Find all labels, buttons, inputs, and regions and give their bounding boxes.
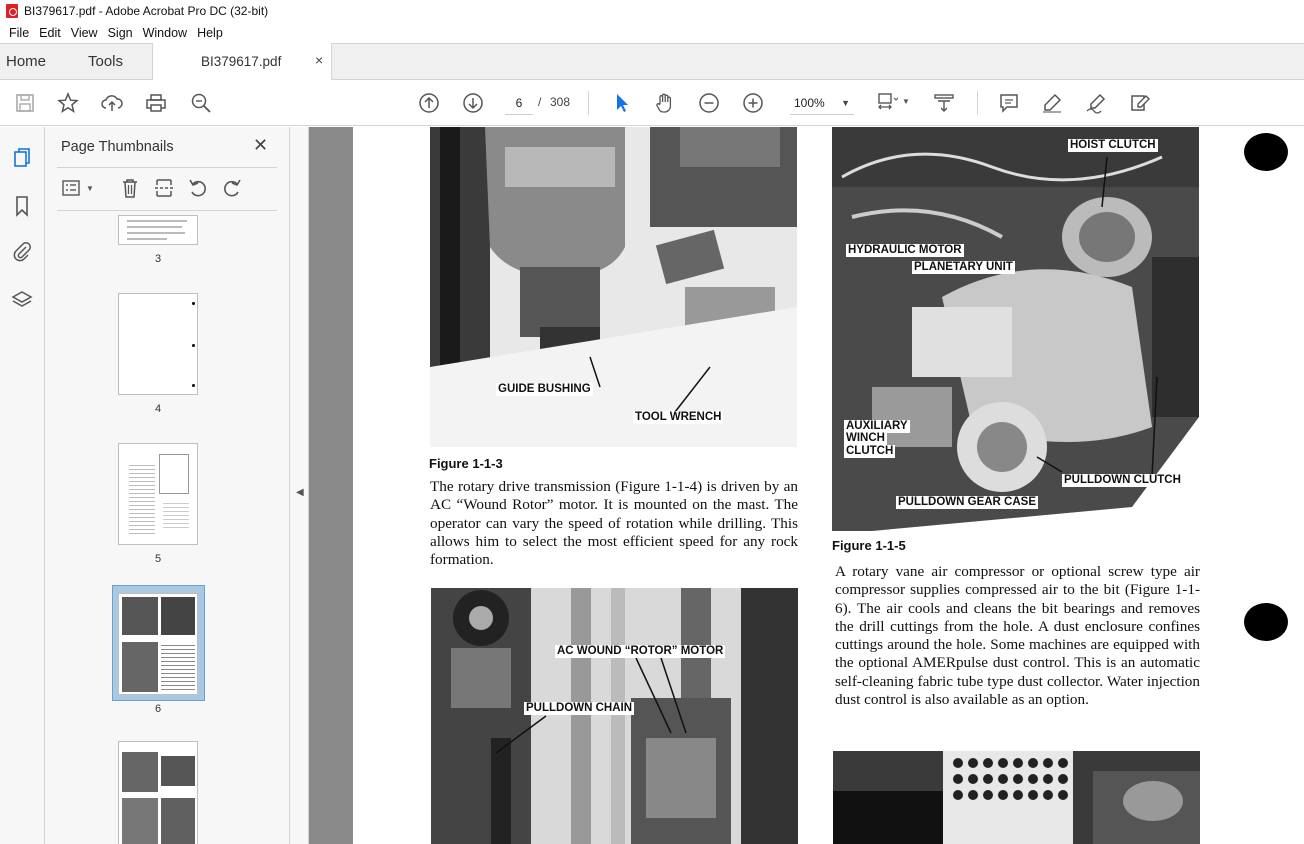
thumbnail-options-icon[interactable] [61,177,85,201]
figure-1-1-3-photo [430,127,797,447]
current-page-input[interactable]: 6 [505,91,533,115]
chevron-down-icon[interactable]: ▼ [902,97,910,106]
thumbnail-page-3[interactable] [118,215,198,245]
bookmark-star-icon[interactable] [56,91,80,115]
figure-label: AC WOUND “ROTOR” MOTOR [557,645,724,657]
comment-icon[interactable] [997,91,1021,115]
page-thumbnails-panel [45,127,290,844]
rotate-left-icon[interactable] [187,177,211,201]
menu-view[interactable]: View [70,25,98,40]
document-viewport[interactable] [309,127,1304,844]
chevron-down-icon: ▼ [841,98,850,108]
page-fit-icon[interactable] [875,91,899,115]
total-pages: 308 [550,95,571,109]
fill-sign-icon[interactable] [1128,91,1152,115]
upload-cloud-icon[interactable] [100,91,124,115]
menu-file[interactable]: File [9,25,30,40]
toolbar-divider [977,91,978,115]
tab-document[interactable] [152,43,332,81]
figure-label: PULLDOWN CLUTCH [1064,474,1181,486]
tab-home[interactable]: Home [6,53,47,70]
figure-caption: Figure 1-1-5 [832,538,906,553]
acrobat-app-icon [6,4,18,18]
zoom-out-icon[interactable] [697,91,721,115]
delete-page-icon[interactable] [119,177,143,201]
figure-label: PULLDOWN CHAIN [526,702,633,714]
zoom-in-icon[interactable] [741,91,765,115]
highlight-pen-icon[interactable] [1040,91,1064,115]
figure-1-1-4-photo [431,588,798,844]
body-paragraph: A rotary vane air compressor or optional screw type air compressor supplies compressed air to the bit (Figure 1-1-6). The air cools and cleans the bit bearings and removes the drill cuttings from the hole. A dust enclosure confines cuttings around the hole. Some machines are equipped with the optional AMERpulse dust control. This is an automatic self-cleaning fabric tube type dust collector. Water injection dust control is also available as an option. [835,563,1200,709]
binder-hole-mark [1244,133,1288,171]
figure-label: WINCH [846,432,885,444]
print-icon[interactable] [144,91,168,115]
attachments-icon[interactable] [11,241,35,265]
figure-label: HYDRAULIC MOTOR [848,244,962,256]
panel-title: Page Thumbnails [61,139,174,155]
thumbnail-label: 3 [154,253,162,265]
divider [57,210,277,211]
figure-label: PULLDOWN GEAR CASE [898,496,1036,508]
menu-edit[interactable]: Edit [39,25,61,40]
scroll-mode-icon[interactable] [932,91,956,115]
zoom-select[interactable] [790,91,854,115]
menu-help[interactable]: Help [197,25,223,40]
select-cursor-icon[interactable] [610,91,634,115]
thumbnail-page-4[interactable] [118,293,198,395]
figure-label: GUIDE BUSHING [498,383,591,395]
figure-label: TOOL WRENCH [635,411,722,423]
menu-bar [0,22,1304,43]
next-page-icon[interactable] [461,91,485,115]
page-separator: / [538,95,542,109]
left-navigation-rail [0,127,45,844]
figure-label: CLUTCH [846,445,894,457]
thumbnail-page-6[interactable] [118,593,198,695]
zoom-search-icon[interactable] [189,91,213,115]
main-toolbar [0,80,1304,126]
close-icon[interactable]: ✕ [253,135,269,155]
title-bar [0,0,1304,22]
tab-document-label: BI379617.pdf [201,54,282,69]
tab-tools[interactable]: Tools [88,53,124,70]
figure-1-1-5-photo [832,127,1199,531]
layers-icon[interactable] [11,289,35,313]
window-title: BI379617.pdf - Adobe Acrobat Pro DC (32-bit) [24,4,269,18]
tab-close-icon[interactable]: × [315,52,324,68]
tab-bar [0,43,1304,80]
thumbnail-label: 6 [154,703,162,715]
page-thumbnails-icon[interactable] [11,147,35,171]
panel-collapse-bar[interactable] [290,127,309,844]
figure-label: HOIST CLUTCH [1070,139,1156,151]
body-paragraph: The rotary drive transmission (Figure 1-1-4) is driven by an AC “Wound Rotor” motor. It is mounted on the mast. The operator can vary the speed of rotation while drilling. This allows him to select the most efficient speed for any rock formation. [430,478,798,569]
menu-sign[interactable]: Sign [107,25,133,40]
binder-hole-mark [1244,603,1288,641]
previous-page-icon[interactable] [417,91,441,115]
collapse-left-icon[interactable]: ◀ [296,487,304,498]
rotate-right-icon[interactable] [221,177,245,201]
thumbnail-label: 4 [154,403,162,415]
figure-caption: Figure 1-1-3 [429,456,503,471]
figure-label: AUXILIARY [846,420,908,432]
figure-1-1-6-photo [833,751,1200,844]
toolbar-divider [588,91,589,115]
draw-pen-icon[interactable] [1084,91,1108,115]
extract-page-icon[interactable] [153,177,177,201]
divider [57,167,277,168]
pdf-page [353,127,1304,844]
hand-tool-icon[interactable] [653,91,677,115]
thumbnail-page-7[interactable] [118,741,198,844]
zoom-value: 100% [794,96,825,110]
thumbnail-page-5[interactable] [118,443,198,545]
thumbnail-label: 5 [154,553,162,565]
bookmarks-icon[interactable] [11,195,35,219]
figure-label: PLANETARY UNIT [914,261,1013,273]
menu-window[interactable]: Window [142,25,188,40]
save-icon[interactable] [13,91,37,115]
chevron-down-icon[interactable]: ▼ [86,184,94,193]
